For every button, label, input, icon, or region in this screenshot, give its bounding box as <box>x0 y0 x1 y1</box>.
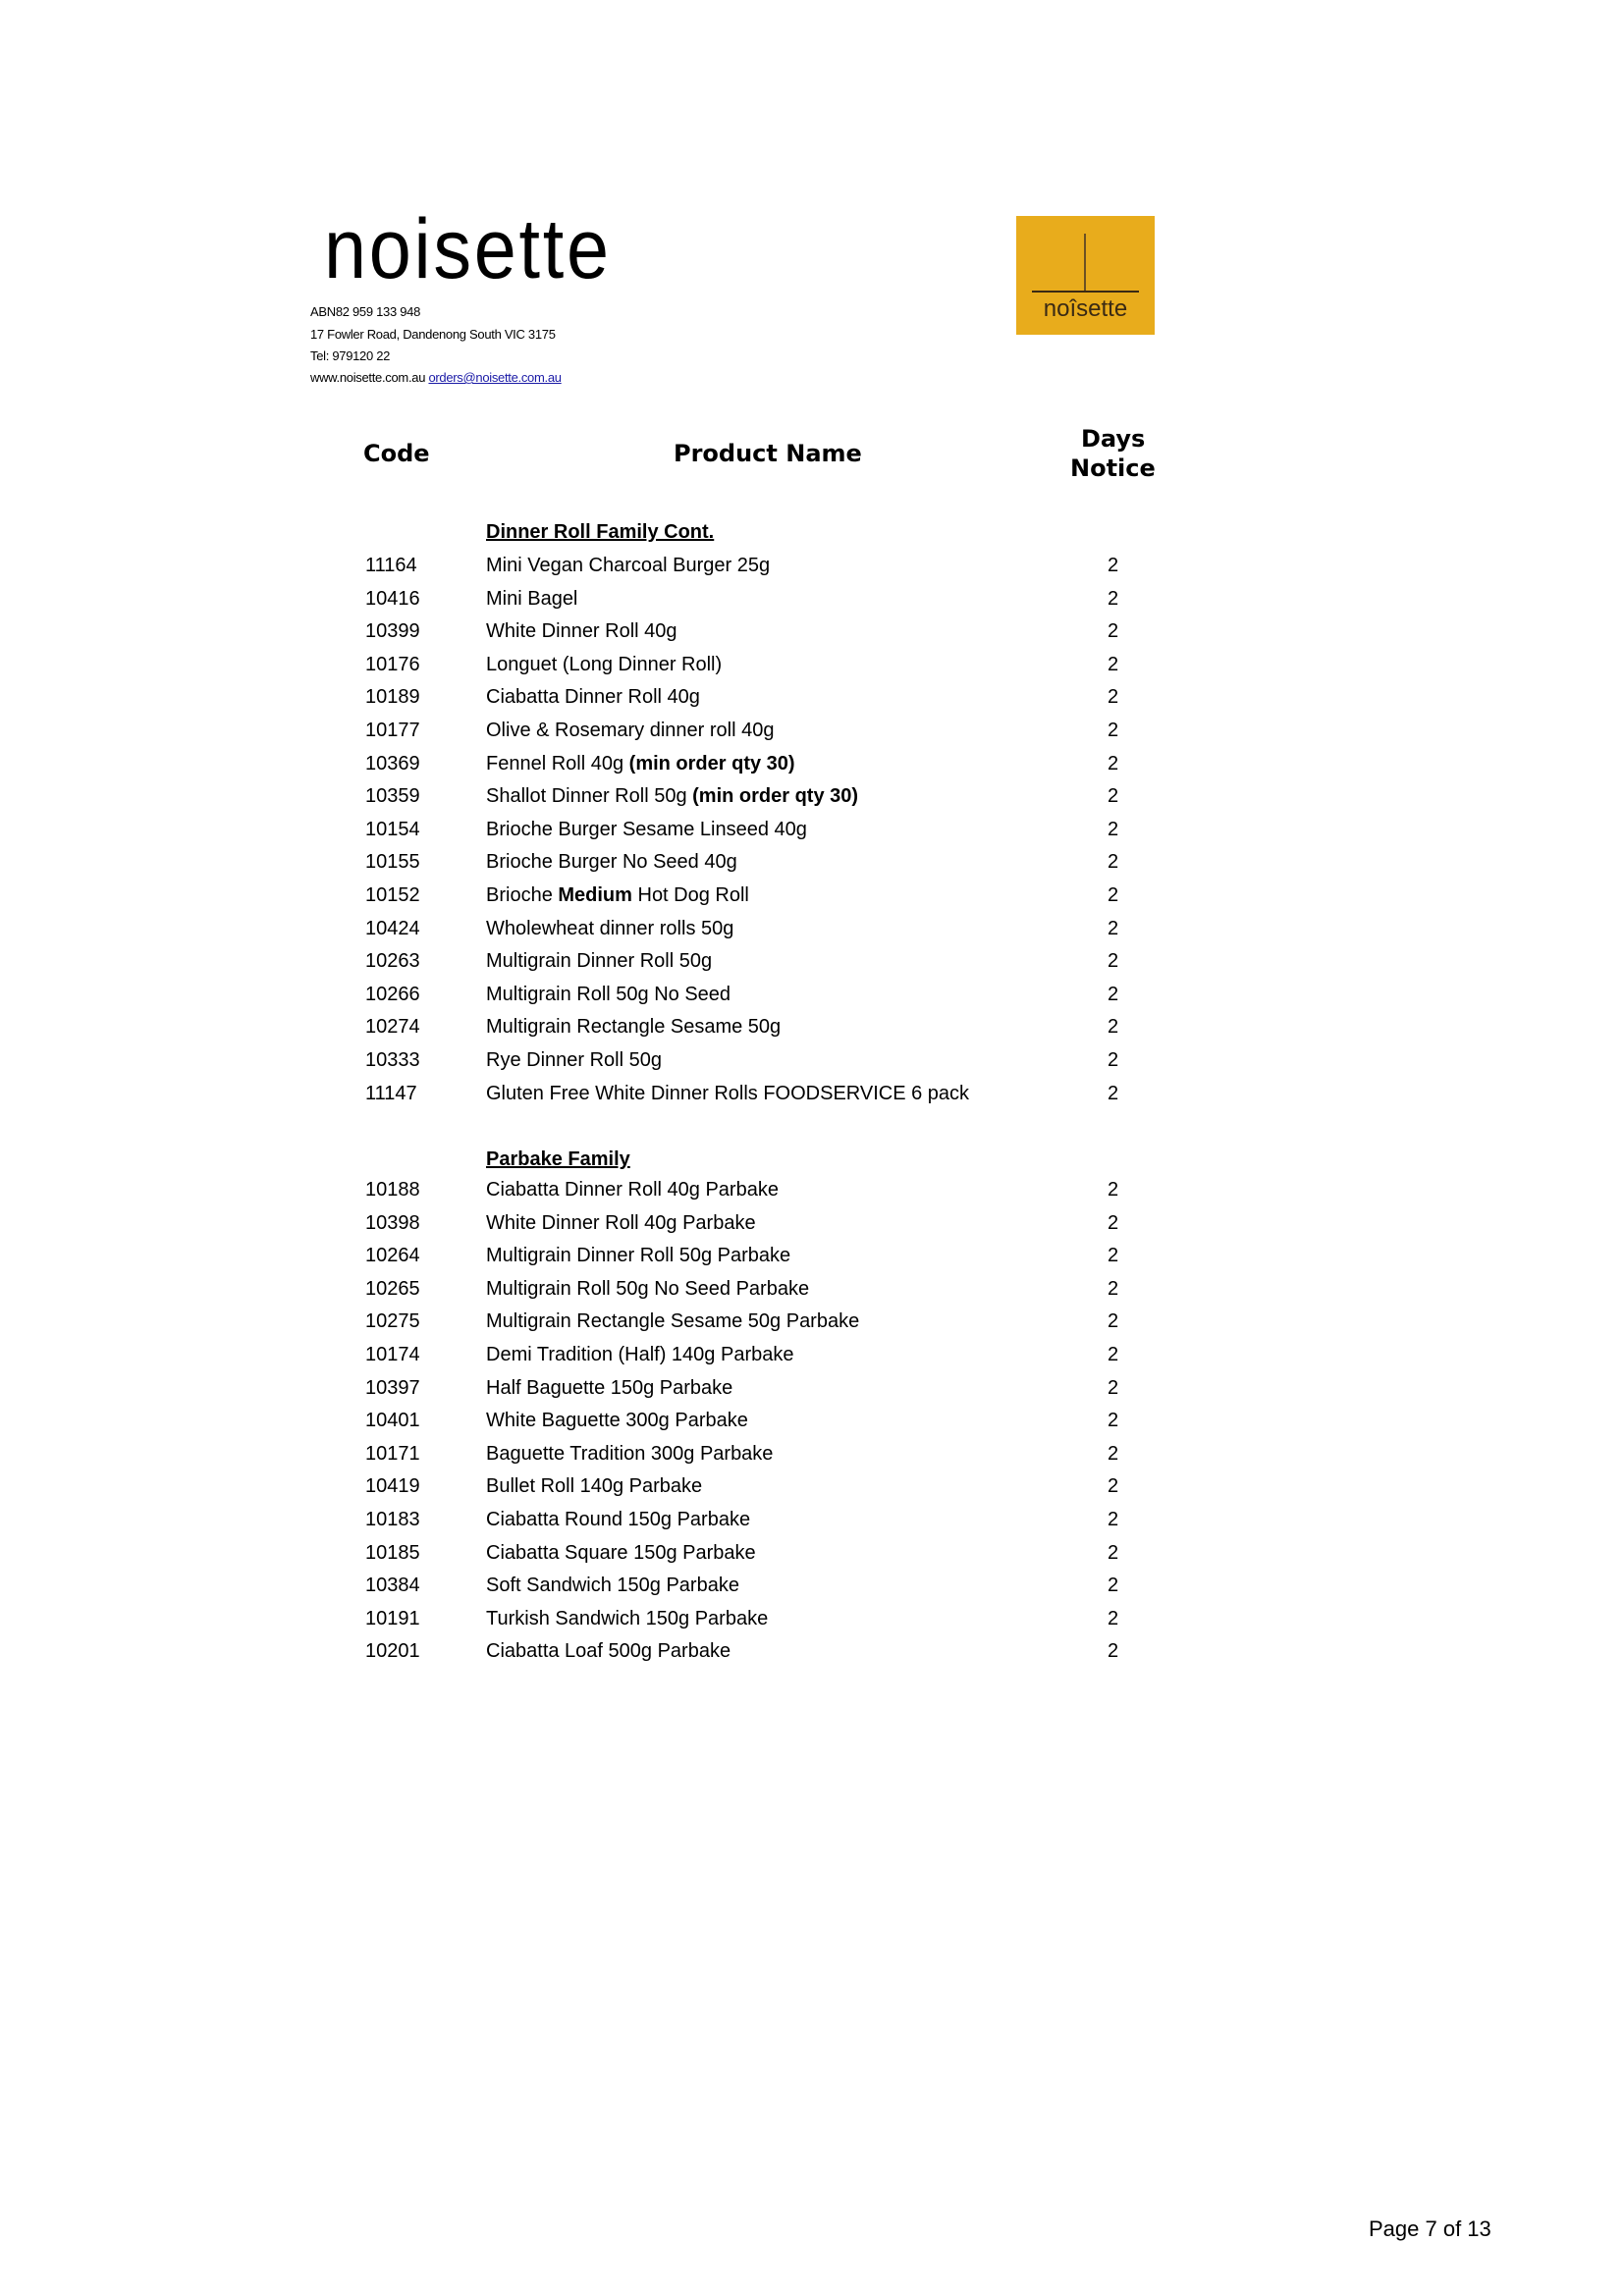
product-name-text: Olive & Rosemary dinner roll 40g <box>486 720 775 741</box>
days-notice: 2 <box>1108 1344 1119 1365</box>
product-code: 10369 <box>365 752 420 774</box>
product-code: 10191 <box>365 1607 420 1629</box>
product-name-text: Multigrain Rectangle Sesame 50g <box>486 1016 782 1039</box>
table-row <box>0 1377 1624 1407</box>
product-code: 10176 <box>365 653 420 675</box>
product-name <box>486 1575 739 1597</box>
product-name-text: Turkish Sandwich 150g Parbake <box>486 1607 769 1629</box>
days-notice: 2 <box>1108 1016 1119 1039</box>
product-code: 10275 <box>365 1310 420 1333</box>
product-code: 10183 <box>365 1509 420 1530</box>
table-row <box>0 785 1624 815</box>
product-name <box>486 918 733 940</box>
logo-text: noîsette <box>1043 295 1128 322</box>
product-code: 10188 <box>365 1179 420 1201</box>
product-name-text: Multigrain Roll 50g No Seed <box>486 983 731 1005</box>
product-code: 10359 <box>365 785 420 808</box>
product-name-text: Ciabatta Round 150g Parbake <box>486 1509 751 1530</box>
table-row <box>0 588 1624 617</box>
days-notice: 2 <box>1108 884 1119 906</box>
column-header-product-name: Product Name <box>674 440 862 467</box>
product-name-text: Mini Vegan Charcoal Burger 25g <box>486 555 771 576</box>
product-code: 10401 <box>365 1410 420 1432</box>
table-row <box>0 1410 1624 1439</box>
days-notice: 2 <box>1108 1082 1119 1104</box>
product-code: 10155 <box>365 851 420 874</box>
table-row <box>0 620 1624 650</box>
days-notice: 2 <box>1108 950 1119 973</box>
product-name-text: Multigrain Roll 50g No Seed Parbake <box>486 1277 810 1300</box>
product-name-text: Brioche <box>486 884 559 906</box>
product-name <box>486 1509 750 1531</box>
product-name-text: Fennel Roll 40g <box>486 752 629 774</box>
product-name-text: Multigrain Dinner Roll 50g <box>486 950 713 973</box>
product-name-text: Multigrain Dinner Roll 50g Parbake <box>486 1245 791 1267</box>
table-row <box>0 1443 1624 1472</box>
logo-divider <box>1032 291 1139 293</box>
contact-line <box>310 370 562 385</box>
product-name <box>486 1475 702 1498</box>
section-title: Parbake Family <box>486 1148 630 1170</box>
product-code: 10399 <box>365 620 420 643</box>
table-row <box>0 1016 1624 1045</box>
table-row <box>0 1475 1624 1505</box>
product-name <box>486 654 722 676</box>
product-code: 10189 <box>365 686 420 709</box>
product-name <box>486 720 774 742</box>
table-row <box>0 686 1624 716</box>
days-notice: 2 <box>1108 851 1119 874</box>
table-row <box>0 1509 1624 1538</box>
product-name-text: Multigrain Rectangle Sesame 50g Parbake <box>486 1310 860 1333</box>
product-code: 10333 <box>365 1049 420 1071</box>
product-name <box>486 555 770 577</box>
product-name <box>486 1344 793 1366</box>
days-notice: 2 <box>1108 983 1119 1005</box>
product-name <box>486 884 749 907</box>
table-row <box>0 819 1624 848</box>
table-row <box>0 1083 1624 1112</box>
product-code: 10174 <box>365 1344 420 1365</box>
product-name-emphasis: Medium <box>558 884 632 906</box>
table-row <box>0 1245 1624 1274</box>
product-name-text: Ciabatta Dinner Roll 40g <box>486 686 700 709</box>
days-notice: 2 <box>1108 1410 1119 1432</box>
days-notice: 2 <box>1108 752 1119 774</box>
days-notice: 2 <box>1108 587 1119 610</box>
product-name <box>486 588 577 611</box>
product-name-text: Brioche Burger Sesame Linseed 40g <box>486 818 807 840</box>
table-row <box>0 1344 1624 1373</box>
product-code: 11164 <box>365 555 417 576</box>
table-row <box>0 1542 1624 1572</box>
product-name <box>486 753 795 775</box>
product-name <box>486 686 700 709</box>
product-name-text: Half Baguette 150g Parbake <box>486 1376 733 1399</box>
table-row <box>0 884 1624 914</box>
product-code: 10264 <box>365 1245 420 1267</box>
column-header-code: Code <box>363 440 430 467</box>
product-code: 10424 <box>365 917 420 939</box>
table-row <box>0 720 1624 749</box>
days-notice: 2 <box>1108 1310 1119 1333</box>
product-code: 10201 <box>365 1640 420 1663</box>
table-row <box>0 753 1624 782</box>
days-notice: 2 <box>1108 1607 1119 1629</box>
days-notice: 2 <box>1108 653 1119 675</box>
days-notice: 2 <box>1108 1442 1119 1465</box>
product-name-text: Rye Dinner Roll 50g <box>486 1049 662 1071</box>
product-name-text: Ciabatta Square 150g Parbake <box>486 1541 756 1564</box>
product-name <box>486 950 712 973</box>
product-code: 10419 <box>365 1475 420 1498</box>
product-code: 10185 <box>365 1541 420 1564</box>
product-name-text: White Dinner Roll 40g Parbake <box>486 1211 756 1234</box>
product-code: 10265 <box>365 1277 420 1300</box>
product-name <box>486 1443 773 1466</box>
table-row <box>0 984 1624 1013</box>
days-notice: 2 <box>1108 720 1119 741</box>
product-name-text: Ciabatta Dinner Roll 40g Parbake <box>486 1179 779 1201</box>
product-code: 10266 <box>365 983 420 1005</box>
product-name <box>486 1245 790 1267</box>
email-link[interactable]: orders@noisette.com.au <box>428 370 562 385</box>
product-name <box>486 984 731 1006</box>
days-notice: 2 <box>1108 1376 1119 1399</box>
table-row <box>0 1310 1624 1340</box>
table-row <box>0 851 1624 881</box>
page-number: Page 7 of 13 <box>1369 2216 1491 2241</box>
product-name <box>486 1179 779 1201</box>
days-notice: 2 <box>1108 620 1119 643</box>
product-code: 10152 <box>365 884 420 906</box>
days-notice: 2 <box>1108 917 1119 939</box>
product-name-text: White Baguette 300g Parbake <box>486 1410 748 1432</box>
product-name-text: Baguette Tradition 300g Parbake <box>486 1442 774 1465</box>
table-row <box>0 1278 1624 1308</box>
product-code: 10384 <box>365 1575 420 1597</box>
column-header-days: Days <box>1081 425 1146 453</box>
days-notice: 2 <box>1108 686 1119 709</box>
brand-name: noisette <box>324 202 612 296</box>
telephone: Tel: 979120 22 <box>310 348 391 363</box>
product-name-emphasis: (min order qty 30) <box>692 785 859 808</box>
days-notice: 2 <box>1108 1640 1119 1663</box>
product-name <box>486 1016 781 1039</box>
table-row <box>0 1049 1624 1079</box>
product-name <box>486 1049 662 1072</box>
days-notice: 2 <box>1108 1179 1119 1201</box>
table-row <box>0 1575 1624 1604</box>
column-header-notice: Notice <box>1070 454 1156 482</box>
days-notice: 2 <box>1108 785 1119 808</box>
table-row <box>0 1608 1624 1637</box>
product-code: 10416 <box>365 587 420 610</box>
product-name <box>486 819 807 841</box>
days-notice: 2 <box>1108 1211 1119 1234</box>
product-name <box>486 1212 756 1235</box>
address: 17 Fowler Road, Dandenong South VIC 3175 <box>310 327 556 342</box>
product-name-suffix: Hot Dog Roll <box>631 884 749 906</box>
days-notice: 2 <box>1108 1475 1119 1498</box>
product-name-text: Shallot Dinner Roll 50g <box>486 785 693 808</box>
table-row <box>0 555 1624 584</box>
product-name-text: Mini Bagel <box>486 587 578 610</box>
days-notice: 2 <box>1108 1049 1119 1071</box>
days-notice: 2 <box>1108 1509 1119 1530</box>
product-code: 10263 <box>365 950 420 973</box>
product-code: 10274 <box>365 1016 420 1039</box>
table-row <box>0 950 1624 980</box>
product-name <box>486 1410 748 1432</box>
product-name <box>486 785 858 808</box>
product-name <box>486 1377 732 1400</box>
product-name-text: Wholewheat dinner rolls 50g <box>486 917 734 939</box>
section-title: Dinner Roll Family Cont. <box>486 521 715 543</box>
product-code: 10177 <box>365 720 420 741</box>
product-code: 10398 <box>365 1211 420 1234</box>
product-name <box>486 1278 809 1301</box>
product-name-text: Gluten Free White Dinner Rolls FOODSERVICE 6 pack <box>486 1082 970 1104</box>
wheat-icon <box>1084 234 1086 291</box>
product-code: 10154 <box>365 818 420 840</box>
product-name <box>486 1640 731 1663</box>
product-code: 11147 <box>365 1082 417 1104</box>
website: www.noisette.com.au <box>310 370 429 385</box>
product-name-text: Brioche Burger No Seed 40g <box>486 851 737 874</box>
product-name <box>486 1310 859 1333</box>
days-notice: 2 <box>1108 555 1119 576</box>
days-notice: 2 <box>1108 1245 1119 1267</box>
product-name <box>486 1608 768 1630</box>
product-name-text: Ciabatta Loaf 500g Parbake <box>486 1640 731 1663</box>
abn: ABN82 959 133 948 <box>310 304 420 319</box>
table-row <box>0 1640 1624 1670</box>
product-name <box>486 620 677 643</box>
product-name-text: Demi Tradition (Half) 140g Parbake <box>486 1344 794 1365</box>
days-notice: 2 <box>1108 1541 1119 1564</box>
days-notice: 2 <box>1108 818 1119 840</box>
product-name-text: Bullet Roll 140g Parbake <box>486 1475 703 1498</box>
days-notice: 2 <box>1108 1277 1119 1300</box>
product-name-emphasis: (min order qty 30) <box>628 752 795 774</box>
product-name <box>486 1542 756 1565</box>
table-row <box>0 1212 1624 1242</box>
noisette-logo <box>1016 216 1155 335</box>
product-name <box>486 1083 969 1105</box>
days-notice: 2 <box>1108 1575 1119 1597</box>
product-code: 10397 <box>365 1376 420 1399</box>
product-name-text: Longuet (Long Dinner Roll) <box>486 653 723 675</box>
table-row <box>0 918 1624 947</box>
product-name <box>486 851 737 874</box>
table-row <box>0 1179 1624 1208</box>
product-code: 10171 <box>365 1442 420 1465</box>
table-row <box>0 654 1624 683</box>
product-name-text: Soft Sandwich 150g Parbake <box>486 1575 739 1597</box>
product-name-text: White Dinner Roll 40g <box>486 620 677 643</box>
